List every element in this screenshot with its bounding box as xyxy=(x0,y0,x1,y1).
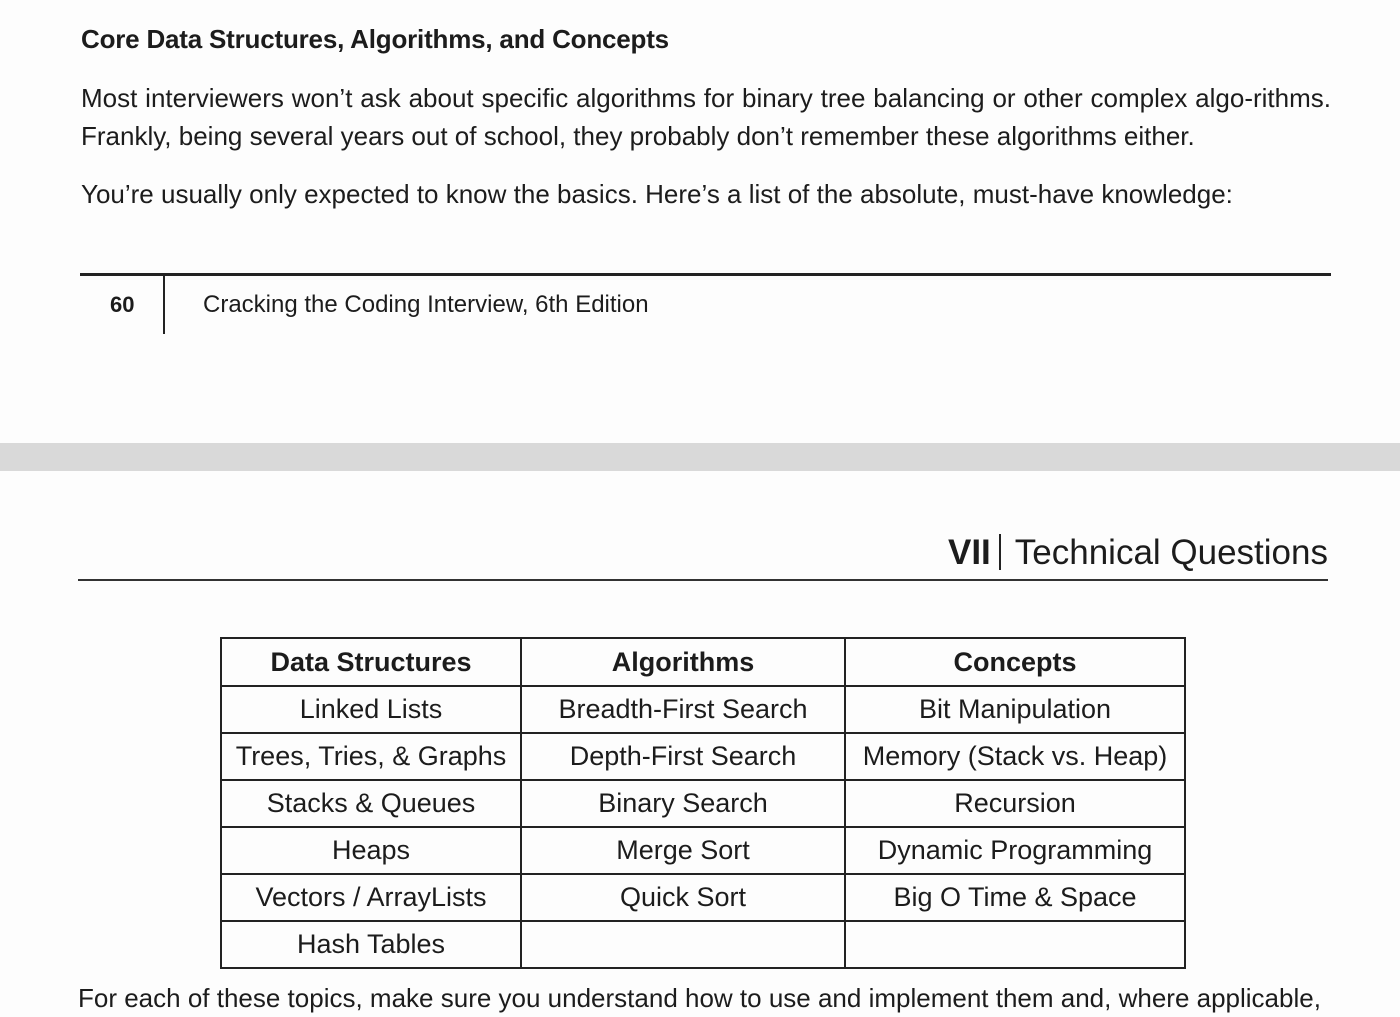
page-number: 60 xyxy=(110,292,135,317)
header-algorithms: Algorithms xyxy=(521,638,845,686)
table-row xyxy=(221,921,1185,968)
chapter-title: Technical Questions xyxy=(1014,533,1328,572)
page-gap xyxy=(0,443,1400,471)
header-rule xyxy=(78,579,1328,581)
table-cell xyxy=(845,921,1185,968)
table-cell: Memory (Stack vs. Heap) xyxy=(845,733,1185,780)
table-cell: Linked Lists xyxy=(221,686,521,733)
table-cell: Bit Manipulation xyxy=(845,686,1185,733)
page-top xyxy=(0,0,1400,443)
table-cell: Hash Tables xyxy=(221,921,521,968)
table-row xyxy=(221,686,1185,733)
paragraph-basics: You’re usually only expected to know the basics. Here’s a list of the absolute, must-have knowledge: xyxy=(81,179,1233,209)
section-heading: Core Data Structures, Algorithms, and Concepts xyxy=(81,24,669,54)
table-row xyxy=(221,827,1185,874)
table-row xyxy=(221,733,1185,780)
table-cell: Trees, Tries, & Graphs xyxy=(221,733,521,780)
paragraph-interviewers: Most interviewers won’t ask about specific algorithms for binary tree balancing or other complex algo-rithms. Frankly, being several years out of school, they probably don’t remember these algorithms either. xyxy=(81,83,1331,151)
table-cell: Dynamic Programming xyxy=(845,827,1185,874)
table-cell: Binary Search xyxy=(521,780,845,827)
table-row xyxy=(221,780,1185,827)
table-cell: Quick Sort xyxy=(521,874,845,921)
header-concepts: Concepts xyxy=(845,638,1185,686)
table-cell: Breadth-First Search xyxy=(521,686,845,733)
table-cell: Big O Time & Space xyxy=(845,874,1185,921)
footer-separator xyxy=(163,276,165,334)
table-row xyxy=(221,874,1185,921)
footer-rule xyxy=(80,273,1331,276)
chapter-number: VII xyxy=(947,533,991,572)
table-cell: Depth-First Search xyxy=(521,733,845,780)
page-bottom xyxy=(0,471,1400,1013)
cutoff-paragraph: For each of these topics, make sure you understand how to use and implement them and, where applicable, xyxy=(78,983,1321,1013)
table-header-row xyxy=(221,638,1185,686)
header-data-structures: Data Structures xyxy=(221,638,521,686)
table-cell: Recursion xyxy=(845,780,1185,827)
table-cell xyxy=(521,921,845,968)
table-cell: Heaps xyxy=(221,827,521,874)
table-cell: Merge Sort xyxy=(521,827,845,874)
table-cell: Stacks & Queues xyxy=(221,780,521,827)
chapter-header xyxy=(948,533,1328,573)
table-cell: Vectors / ArrayLists xyxy=(221,874,521,921)
chapter-divider xyxy=(999,534,1001,570)
book-title: Cracking the Coding Interview, 6th Edition xyxy=(203,291,649,318)
knowledge-table xyxy=(220,637,1186,969)
